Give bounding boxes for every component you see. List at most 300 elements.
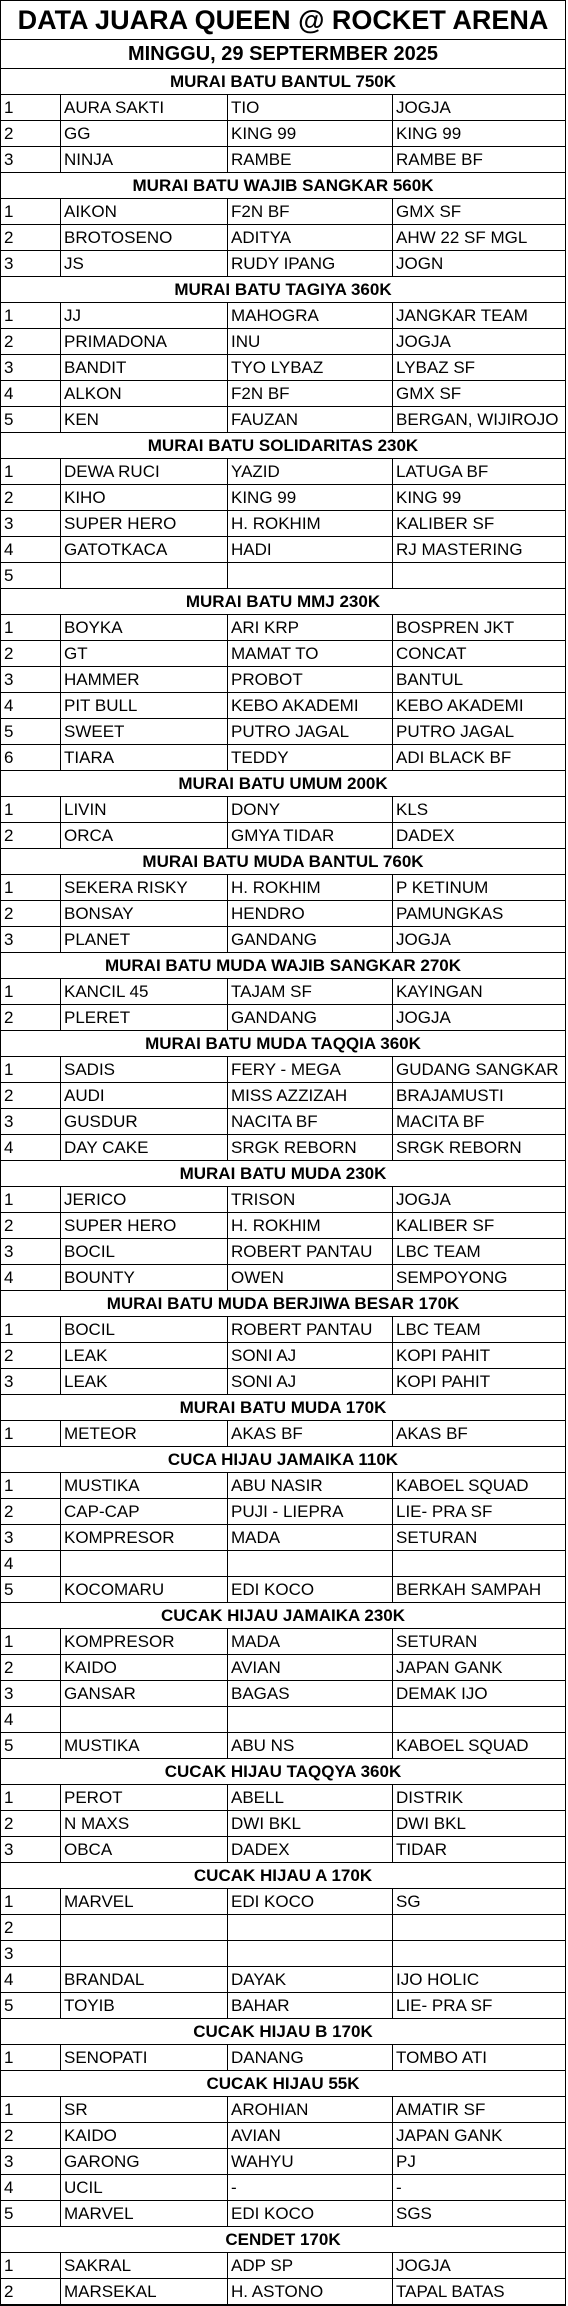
owner-cell: PUJI - LIEPRA — [228, 1499, 393, 1524]
bird-name-cell: SAKRAL — [61, 2253, 228, 2278]
category-title: CUCA HIJAU JAMAIKA 110K — [1, 1447, 565, 1473]
owner-cell: ABU NASIR — [228, 1473, 393, 1498]
owner-cell: DADEX — [228, 1837, 393, 1862]
rank-cell: 3 — [1, 1941, 61, 1966]
rank-cell: 1 — [1, 1473, 61, 1498]
rank-cell: 5 — [1, 719, 61, 744]
rank-cell: 3 — [1, 2149, 61, 2174]
bird-name-cell: GUSDUR — [61, 1109, 228, 1134]
team-cell: JOGJA — [396, 1008, 451, 1027]
table-row — [1, 1187, 565, 1213]
team-cell: KOPI PAHIT — [396, 1372, 491, 1391]
category-title: MURAI BATU MUDA WAJIB SANGKAR 270K — [1, 953, 565, 979]
bird-name-cell — [61, 1941, 228, 1966]
bird-name-cell: MARSEKAL — [61, 2279, 228, 2304]
owner-cell: H. ASTONO — [228, 2279, 393, 2304]
table-row — [1, 1577, 565, 1603]
team-cell: BANTUL — [396, 670, 464, 689]
rank-cell: 2 — [1, 329, 61, 354]
team-cell: - — [396, 2178, 402, 2197]
team-cell — [393, 1941, 565, 1966]
table-row — [1, 901, 565, 927]
category-title: CUCAK HIJAU JAMAIKA 230K — [1, 1603, 565, 1629]
owner-cell: ROBERT PANTAU — [228, 1317, 393, 1342]
team-cell: KALIBER SF — [396, 514, 495, 533]
table-row — [1, 1005, 565, 1031]
bird-name-cell: ALKON — [61, 381, 228, 406]
table-row — [1, 2175, 565, 2201]
category-title: CUCAK HIJAU TAQQYA 360K — [1, 1759, 565, 1785]
table-row — [1, 719, 565, 745]
owner-cell: HADI — [228, 537, 393, 562]
owner-cell: MAHOGRA — [228, 303, 393, 328]
table-row — [1, 485, 565, 511]
rank-cell: 2 — [1, 121, 61, 146]
bird-name-cell: SUPER HERO — [61, 511, 228, 536]
owner-cell — [228, 1551, 393, 1576]
bird-name-cell — [61, 1707, 228, 1732]
owner-cell: KEBO AKADEMI — [228, 693, 393, 718]
bird-name-cell: GATOTKACA — [61, 537, 228, 562]
bird-name-cell: LEAK — [61, 1343, 228, 1368]
rank-cell: 2 — [1, 1005, 61, 1030]
table-row — [1, 511, 565, 537]
team-cell: PAMUNGKAS — [396, 904, 504, 923]
bird-name-cell: SWEET — [61, 719, 228, 744]
table-row — [1, 1239, 565, 1265]
rank-cell: 5 — [1, 563, 61, 588]
bird-name-cell: BOCIL — [61, 1239, 228, 1264]
owner-cell: - — [228, 2175, 393, 2200]
owner-cell: F2N BF — [228, 199, 393, 224]
category-section — [1, 173, 565, 277]
owner-cell: H. ROKHIM — [228, 511, 393, 536]
bird-name-cell: MARVEL — [61, 2201, 228, 2226]
owner-cell: ARI KRP — [228, 615, 393, 640]
owner-cell: KING 99 — [228, 121, 393, 146]
rank-cell: 3 — [1, 1369, 61, 1394]
category-section — [1, 2071, 565, 2227]
rank-cell: 4 — [1, 1707, 61, 1732]
bird-name-cell: N MAXS — [61, 1811, 228, 1836]
rank-cell: 1 — [1, 95, 61, 120]
owner-cell: PROBOT — [228, 667, 393, 692]
table-row — [1, 979, 565, 1005]
rank-cell: 3 — [1, 927, 61, 952]
bird-name-cell: LIVIN — [61, 797, 228, 822]
owner-cell: AVIAN — [228, 1655, 393, 1680]
table-row — [1, 1343, 565, 1369]
team-cell: JOGJA — [396, 98, 451, 117]
owner-cell: H. ROKHIM — [228, 875, 393, 900]
owner-cell: F2N BF — [228, 381, 393, 406]
table-row — [1, 1499, 565, 1525]
rank-cell: 3 — [1, 667, 61, 692]
table-row — [1, 1083, 565, 1109]
bird-name-cell: KAIDO — [61, 2123, 228, 2148]
owner-cell: MADA — [228, 1525, 393, 1550]
bird-name-cell: BROTOSENO — [61, 225, 228, 250]
rank-cell: 2 — [1, 2123, 61, 2148]
table-row — [1, 667, 565, 693]
category-section — [1, 1031, 565, 1161]
owner-cell: HENDRO — [228, 901, 393, 926]
team-cell: AMATIR SF — [396, 2100, 486, 2119]
bird-name-cell: CAP-CAP — [61, 1499, 228, 1524]
category-title: MURAI BATU BANTUL 750K — [1, 69, 565, 95]
table-row — [1, 2279, 565, 2305]
table-row — [1, 2253, 565, 2279]
table-row — [1, 1941, 565, 1967]
table-row — [1, 1655, 565, 1681]
team-cell: BERGAN, WIJIROJO — [396, 410, 559, 429]
owner-cell: TEDDY — [228, 745, 393, 770]
team-cell: DEMAK IJO — [396, 1684, 488, 1703]
bird-name-cell: JJ — [61, 303, 228, 328]
team-cell — [393, 1551, 565, 1576]
table-row — [1, 693, 565, 719]
rank-cell: 1 — [1, 1187, 61, 1212]
owner-cell: EDI KOCO — [228, 2201, 393, 2226]
rank-cell: 3 — [1, 355, 61, 380]
owner-cell: TIO — [228, 95, 393, 120]
table-row — [1, 1785, 565, 1811]
table-row — [1, 2149, 565, 2175]
rank-cell: 1 — [1, 875, 61, 900]
owner-cell: RAMBE — [228, 147, 393, 172]
bird-name-cell: KOCOMARU — [61, 1577, 228, 1602]
team-cell: JAPAN GANK — [396, 2126, 503, 2145]
category-title: MURAI BATU MUDA BERJIWA BESAR 170K — [1, 1291, 565, 1317]
team-cell: KLS — [396, 800, 429, 819]
table-row — [1, 563, 565, 589]
category-section — [1, 589, 565, 771]
table-row — [1, 1473, 565, 1499]
team-cell: LATUGA BF — [396, 462, 489, 481]
owner-cell: EDI KOCO — [228, 1889, 393, 1914]
table-row — [1, 1109, 565, 1135]
team-cell: KEBO AKADEMI — [396, 696, 524, 715]
category-title: MURAI BATU UMUM 200K — [1, 771, 565, 797]
rank-cell: 2 — [1, 225, 61, 250]
table-row — [1, 927, 565, 953]
bird-name-cell — [61, 1915, 228, 1940]
owner-cell: PUTRO JAGAL — [228, 719, 393, 744]
category-section — [1, 1161, 565, 1291]
rank-cell: 2 — [1, 2279, 61, 2304]
bird-name-cell: GARONG — [61, 2149, 228, 2174]
table-row — [1, 381, 565, 407]
table-row — [1, 407, 565, 433]
team-cell: GMX SF — [396, 384, 462, 403]
team-cell: LBC TEAM — [396, 1320, 481, 1339]
bird-name-cell: PRIMADONA — [61, 329, 228, 354]
owner-cell: RUDY IPANG — [228, 251, 393, 276]
bird-name-cell — [61, 1551, 228, 1576]
category-section — [1, 1395, 565, 1447]
table-row — [1, 95, 565, 121]
team-cell: DISTRIK — [396, 1788, 464, 1807]
rank-cell: 1 — [1, 797, 61, 822]
owner-cell: WAHYU — [228, 2149, 393, 2174]
category-section — [1, 2019, 565, 2071]
team-cell: LIE- PRA SF — [396, 1996, 493, 2015]
owner-cell: EDI KOCO — [228, 1577, 393, 1602]
owner-cell — [228, 1915, 393, 1940]
team-cell: KALIBER SF — [396, 1216, 495, 1235]
bird-name-cell: GT — [61, 641, 228, 666]
bird-name-cell: SEKERA RISKY — [61, 875, 228, 900]
rank-cell: 1 — [1, 199, 61, 224]
team-cell: BOSPREN JKT — [396, 618, 515, 637]
bird-name-cell — [61, 563, 228, 588]
rank-cell: 2 — [1, 823, 61, 848]
owner-cell: ADP SP — [228, 2253, 393, 2278]
owner-cell: OWEN — [228, 1265, 393, 1290]
bird-name-cell: KIHO — [61, 485, 228, 510]
team-cell: DADEX — [396, 826, 455, 845]
bird-name-cell: BOUNTY — [61, 1265, 228, 1290]
table-row — [1, 1811, 565, 1837]
team-cell: JOGJA — [396, 332, 451, 351]
owner-cell: AKAS BF — [228, 1421, 393, 1446]
owner-cell: DAYAK — [228, 1967, 393, 1992]
rank-cell: 4 — [1, 381, 61, 406]
rank-cell: 1 — [1, 2253, 61, 2278]
bird-name-cell: JS — [61, 251, 228, 276]
rank-cell: 2 — [1, 1343, 61, 1368]
category-title: MURAI BATU MUDA TAQQIA 360K — [1, 1031, 565, 1057]
bird-name-cell: KOMPRESOR — [61, 1525, 228, 1550]
team-cell: SRGK REBORN — [396, 1138, 522, 1157]
bird-name-cell: SADIS — [61, 1057, 228, 1082]
table-row — [1, 1421, 565, 1447]
bird-name-cell: PLANET — [61, 927, 228, 952]
owner-cell: FERY - MEGA — [228, 1057, 393, 1082]
team-cell: SGS — [396, 2204, 432, 2223]
rank-cell: 5 — [1, 1577, 61, 1602]
table-row — [1, 1551, 565, 1577]
owner-cell: DONY — [228, 797, 393, 822]
category-section — [1, 433, 565, 589]
category-title: MURAI BATU MMJ 230K — [1, 589, 565, 615]
bird-name-cell: MUSTIKA — [61, 1473, 228, 1498]
table-row — [1, 1213, 565, 1239]
team-cell: KAYINGAN — [396, 982, 483, 1001]
category-section — [1, 771, 565, 849]
rank-cell: 2 — [1, 1083, 61, 1108]
bird-name-cell: NINJA — [61, 147, 228, 172]
team-cell: GMX SF — [396, 202, 462, 221]
owner-cell: NACITA BF — [228, 1109, 393, 1134]
category-title: MURAI BATU WAJIB SANGKAR 560K — [1, 173, 565, 199]
team-cell: AKAS BF — [396, 1424, 468, 1443]
team-cell: RAMBE BF — [396, 150, 483, 169]
team-cell: LBC TEAM — [396, 1242, 481, 1261]
table-row — [1, 1993, 565, 2019]
team-cell: GUDANG SANGKAR — [396, 1060, 559, 1079]
category-title: CUCAK HIJAU A 170K — [1, 1863, 565, 1889]
owner-cell: GMYA TIDAR — [228, 823, 393, 848]
team-cell: PJ — [396, 2152, 416, 2171]
rank-cell: 3 — [1, 1525, 61, 1550]
table-row — [1, 2045, 565, 2071]
team-cell: SEMPOYONG — [396, 1268, 508, 1287]
table-row — [1, 1317, 565, 1343]
category-title: CENDET 170K — [1, 2227, 565, 2253]
table-row — [1, 1629, 565, 1655]
team-cell: LYBAZ SF — [396, 358, 476, 377]
team-cell: SETURAN — [396, 1632, 478, 1651]
team-cell: KING 99 — [396, 124, 462, 143]
table-row — [1, 1369, 565, 1395]
rank-cell: 2 — [1, 1811, 61, 1836]
bird-name-cell: HAMMER — [61, 667, 228, 692]
bird-name-cell: BANDIT — [61, 355, 228, 380]
owner-cell: SONI AJ — [228, 1343, 393, 1368]
category-section — [1, 2227, 565, 2305]
owner-cell: ADITYA — [228, 225, 393, 250]
owner-cell — [228, 563, 393, 588]
table-row — [1, 459, 565, 485]
table-row — [1, 303, 565, 329]
page-title: DATA JUARA QUEEN @ ROCKET ARENA — [1, 0, 565, 40]
rank-cell: 5 — [1, 1993, 61, 2018]
team-cell — [393, 563, 565, 588]
table-row — [1, 2201, 565, 2227]
table-row — [1, 355, 565, 381]
team-cell: KOPI PAHIT — [396, 1346, 491, 1365]
team-cell: ADI BLACK BF — [396, 748, 512, 767]
bird-name-cell: KAIDO — [61, 1655, 228, 1680]
table-row — [1, 641, 565, 667]
rank-cell: 1 — [1, 2045, 61, 2070]
team-cell: TIDAR — [396, 1840, 447, 1859]
owner-cell: AROHIAN — [228, 2097, 393, 2122]
bird-name-cell: SR — [61, 2097, 228, 2122]
rank-cell: 1 — [1, 1785, 61, 1810]
rank-cell: 1 — [1, 615, 61, 640]
owner-cell: GANDANG — [228, 927, 393, 952]
team-cell: JOGN — [396, 254, 444, 273]
rank-cell: 3 — [1, 1109, 61, 1134]
rank-cell: 3 — [1, 147, 61, 172]
bird-name-cell: SUPER HERO — [61, 1213, 228, 1238]
table-row — [1, 225, 565, 251]
rank-cell: 4 — [1, 537, 61, 562]
rank-cell: 2 — [1, 1213, 61, 1238]
bird-name-cell: BRANDAL — [61, 1967, 228, 1992]
table-row — [1, 329, 565, 355]
category-section — [1, 1447, 565, 1603]
table-row — [1, 147, 565, 173]
owner-cell: BAGAS — [228, 1681, 393, 1706]
category-title: MURAI BATU MUDA 230K — [1, 1161, 565, 1187]
bird-name-cell: KOMPRESOR — [61, 1629, 228, 1654]
owner-cell: BAHAR — [228, 1993, 393, 2018]
team-cell: JOGJA — [396, 1190, 451, 1209]
category-section — [1, 69, 565, 173]
bird-name-cell: UCIL — [61, 2175, 228, 2200]
rank-cell: 6 — [1, 745, 61, 770]
team-cell: SETURAN — [396, 1528, 478, 1547]
bird-name-cell: PIT BULL — [61, 693, 228, 718]
category-title: MURAI BATU MUDA BANTUL 760K — [1, 849, 565, 875]
bird-name-cell: AURA SAKTI — [61, 95, 228, 120]
rank-cell: 4 — [1, 693, 61, 718]
bird-name-cell: PEROT — [61, 1785, 228, 1810]
rank-cell: 2 — [1, 1655, 61, 1680]
category-section — [1, 1759, 565, 1863]
owner-cell: MADA — [228, 1629, 393, 1654]
owner-cell: MISS AZZIZAH — [228, 1083, 393, 1108]
rank-cell: 2 — [1, 485, 61, 510]
category-title: CUCAK HIJAU 55K — [1, 2071, 565, 2097]
category-section — [1, 953, 565, 1031]
rank-cell: 5 — [1, 2201, 61, 2226]
category-section — [1, 1603, 565, 1759]
team-cell: BRAJAMUSTI — [396, 1086, 504, 1105]
rank-cell: 1 — [1, 2097, 61, 2122]
team-cell: P KETINUM — [396, 878, 489, 897]
category-section — [1, 849, 565, 953]
team-cell: RJ MASTERING — [396, 540, 523, 559]
bird-name-cell: PLERET — [61, 1005, 228, 1030]
owner-cell: TRISON — [228, 1187, 393, 1212]
bird-name-cell: BONSAY — [61, 901, 228, 926]
team-cell: KABOEL SQUAD — [396, 1736, 529, 1755]
bird-name-cell: KEN — [61, 407, 228, 432]
table-row — [1, 1135, 565, 1161]
rank-cell: 2 — [1, 1915, 61, 1940]
category-title: CUCAK HIJAU B 170K — [1, 2019, 565, 2045]
team-cell: AHW 22 SF MGL — [396, 228, 528, 247]
owner-cell: ABU NS — [228, 1733, 393, 1758]
rank-cell: 1 — [1, 1057, 61, 1082]
bird-name-cell: GANSAR — [61, 1681, 228, 1706]
team-cell: TAPAL BATAS — [396, 2282, 505, 2301]
table-row — [1, 121, 565, 147]
category-list — [1, 69, 565, 2305]
team-cell: KABOEL SQUAD — [396, 1476, 529, 1495]
team-cell: LIE- PRA SF — [396, 1502, 493, 1521]
table-row — [1, 537, 565, 563]
category-title: MURAI BATU TAGIYA 360K — [1, 277, 565, 303]
rank-cell: 3 — [1, 1837, 61, 1862]
owner-cell: ABELL — [228, 1785, 393, 1810]
table-row — [1, 1733, 565, 1759]
team-cell: TOMBO ATI — [396, 2048, 487, 2067]
category-title: MURAI BATU MUDA 170K — [1, 1395, 565, 1421]
table-row — [1, 199, 565, 225]
category-title: MURAI BATU SOLIDARITAS 230K — [1, 433, 565, 459]
table-row — [1, 1681, 565, 1707]
rank-cell: 5 — [1, 407, 61, 432]
rank-cell: 3 — [1, 511, 61, 536]
team-cell: KING 99 — [396, 488, 462, 507]
owner-cell — [228, 1941, 393, 1966]
table-row — [1, 615, 565, 641]
table-row — [1, 1967, 565, 1993]
table-row — [1, 1525, 565, 1551]
owner-cell: FAUZAN — [228, 407, 393, 432]
table-row — [1, 251, 565, 277]
owner-cell — [228, 1707, 393, 1732]
owner-cell: SONI AJ — [228, 1369, 393, 1394]
table-row — [1, 2097, 565, 2123]
rank-cell: 1 — [1, 979, 61, 1004]
rank-cell: 3 — [1, 251, 61, 276]
